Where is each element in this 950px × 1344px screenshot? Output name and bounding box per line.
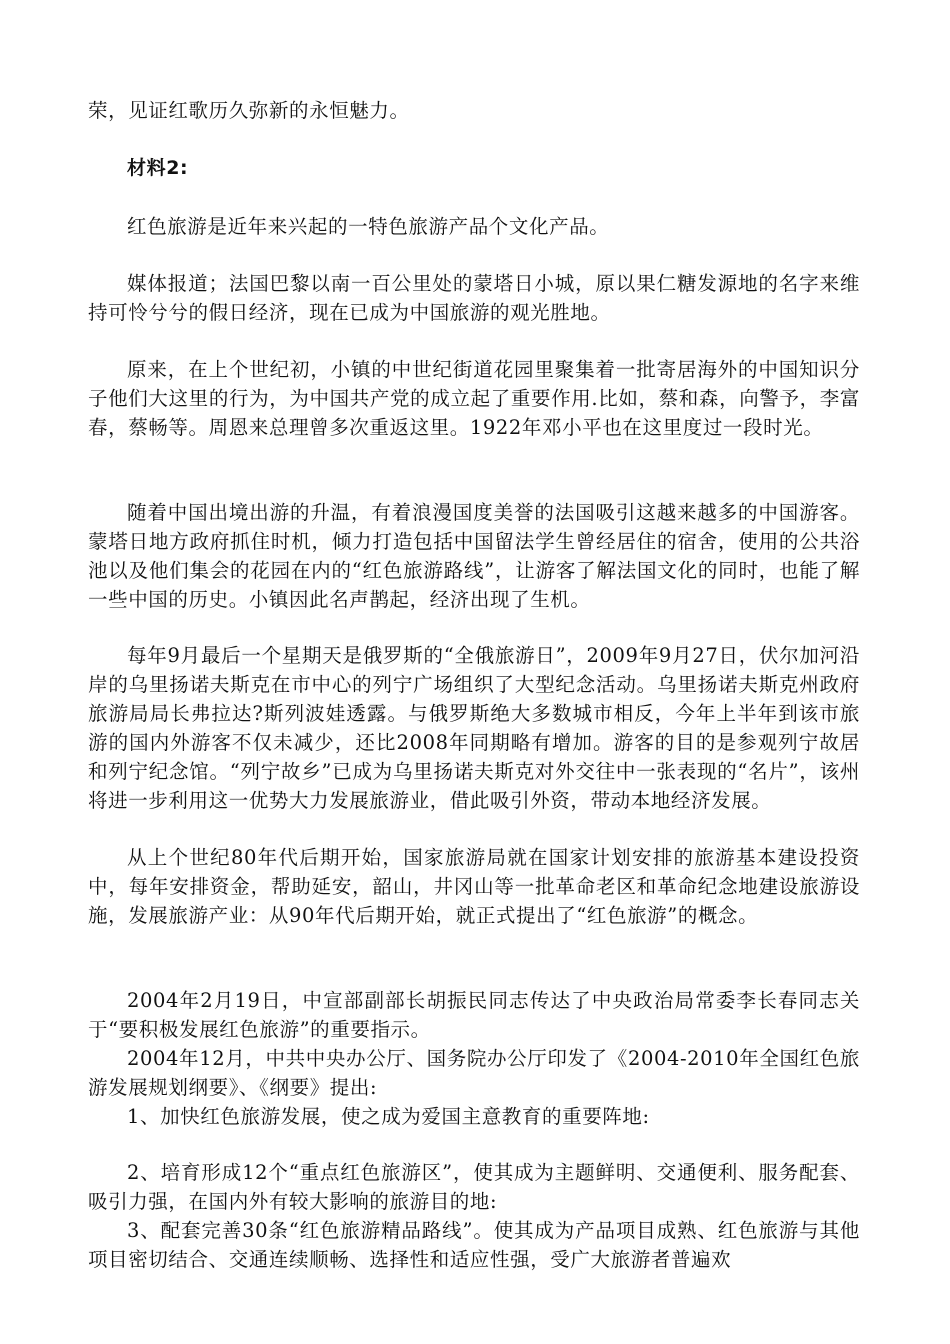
paragraph-2004-feb: 2004年2月19日，中宣部副部长胡振民同志传达了中央政治局常委李长春同志关于“要积极发展红色旅游”的重要指示。 (88, 989, 860, 1041)
paragraph-national-tourism: 从上个世纪80年代后期开始，国家旅游局就在国家计划安排的旅游基本建设投资中，每年安排资金，帮助延安，韶山，井冈山等一批革命老区和革命纪念地建设旅游设施，发展旅游产业：从90年代后期开始，就正式提出了“红色旅游”的概念。 (88, 846, 860, 927)
list-item-3: 3、配套完善30条“红色旅游精品路线”。使其成为产品项目成熟、红色旅游与其他项目密切结合、交通连续顺畅、选择性和适应性强，受广大旅游者普遍欢 (88, 1219, 860, 1271)
paragraph-russia: 每年9月最后一个星期天是俄罗斯的“全俄旅游日”，2009年9月27日，伏尔加河沿岸的乌里扬诺夫斯克在市中心的列宁广场组织了大型纪念活动。乌里扬诺夫斯克州政府旅游局局长弗拉达?斯列波娃透露。与俄罗斯绝大多数城市相反，今年上半年到该市旅游的国内外游客不仅未减少，还比2008年同期略有增加。游客的目的是参观列宁故居和列宁纪念馆。“列宁故乡”已成为乌里扬诺夫斯克对外交往中一张表现的“名片”，该州将进一步利用这一优势大力发展旅游业，借此吸引外资，带动本地经济发展。 (88, 644, 860, 812)
section-heading-material-2: 材料2: (127, 157, 189, 179)
paragraph-2004-dec: 2004年12月，中共中央办公厅、国务院办公厅印发了《2004-2010年全国红色旅游发展规划纲要》、《纲要》提出: (88, 1047, 860, 1099)
paragraph-continuation: 荣，见证红歌历久弥新的永恒魅力。 (88, 99, 410, 122)
list-item-2: 2、培育形成12个“重点红色旅游区”，使其成为主题鲜明、交通便利、服务配套、吸引力强，在国内外有较大影响的旅游目的地: (88, 1161, 860, 1213)
paragraph-history: 原来，在上个世纪初，小镇的中世纪街道花园里聚集着一批寄居海外的中国知识分子他们大这里的行为，为中国共产党的成立起了重要作用.比如，蔡和森，向警予，李富春，蔡畅等。周恩来总理曾多次重返这里。1922年邓小平也在这里度过一段时光。 (88, 358, 860, 439)
paragraph-red-tourism-intro: 红色旅游是近年来兴起的一特色旅游产品个文化产品。 (127, 215, 610, 238)
paragraph-montargis: 随着中国出境出游的升温，有着浪漫国度美誉的法国吸引这越来越多的中国游客。蒙塔日地方政府抓住时机，倾力打造包括中国留法学生曾经居住的宿舍，使用的公共浴池以及他们集会的花园在内的“红色旅游路线”，让游客了解法国文化的同时，也能了解一些中国的历史。小镇因此名声鹊起，经济出现了生机。 (88, 501, 860, 611)
list-item-1: 1、加快红色旅游发展，使之成为爱国主意教育的重要阵地: (127, 1105, 650, 1128)
paragraph-media-report: 媒体报道；法国巴黎以南一百公里处的蒙塔日小城，原以果仁糖发源地的名字来维持可怜兮兮的假日经济，现在已成为中国旅游的观光胜地。 (88, 272, 860, 324)
